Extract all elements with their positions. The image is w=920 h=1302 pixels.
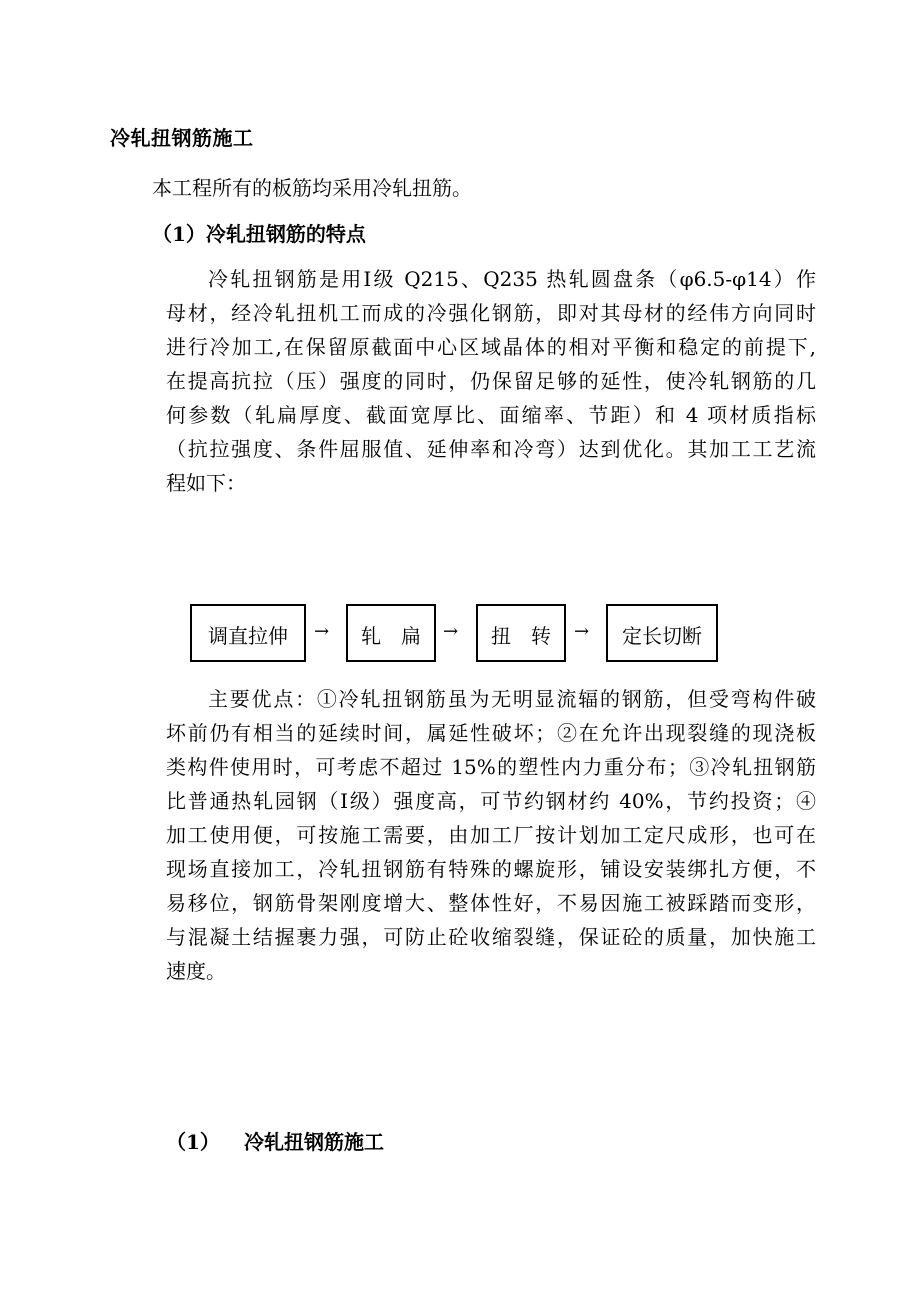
process-flow-diagram — [190, 604, 730, 664]
flow-step-cut — [606, 604, 718, 662]
paragraph-line: 母材，经冷轧扭机工而成的冷强化钢筋，即对其母材的经伟方向同时 — [166, 301, 816, 325]
subheading-text: 冷轧扭钢筋施工 — [244, 1130, 384, 1154]
flow-step-straighten — [190, 604, 306, 662]
flow-step-label: 扭 转 — [491, 624, 551, 648]
paragraph-line: 速度。 — [166, 959, 226, 983]
flow-arrow-icon: → — [314, 621, 330, 642]
paragraph-line: 易移位，钢筋骨架刚度增大、整体性好，不易因施工被踩踏而变形， — [166, 891, 816, 915]
subheading-features: （1）冷轧扭钢筋的特点 — [152, 222, 366, 246]
paragraph-line: 进行冷加工,在保留原截面中心区域晶体的相对平衡和稳定的前提下, — [166, 335, 816, 359]
flow-step-label: 定长切断 — [622, 624, 702, 648]
paragraph-line: 比普通热轧园钢（Ⅰ级）强度高，可节约钢材约 40%，节约投资；④ — [166, 789, 816, 813]
section-heading: 冷轧扭钢筋施工 — [110, 126, 254, 150]
paragraph-line: 坏前仍有相当的延续时间，属延性破坏；②在允许出现裂缝的现浇板 — [166, 721, 816, 745]
paragraph-line: 加工使用便，可按施工需要，由加工厂按计划加工定尺成形，也可在 — [166, 823, 816, 847]
flow-arrow-icon: → — [574, 621, 590, 642]
subheading-number: （1） — [166, 1130, 220, 1154]
paragraph-line: 冷轧扭钢筋是用Ⅰ级 Q215、Q235 热轧圆盘条（φ6.5-φ14）作 — [208, 267, 816, 291]
paragraph-line: 与混凝土结握裹力强，可防止砼收缩裂缝，保证砼的质量，加快施工 — [166, 925, 816, 949]
paragraph-line: 类构件使用时，可考虑不超过 15%的塑性内力重分布；③冷轧扭钢筋 — [166, 755, 816, 779]
advantages-paragraph — [166, 682, 816, 988]
intro-paragraph: 本工程所有的板筋均采用冷轧扭筋。 — [152, 176, 472, 200]
flow-step-twist — [476, 604, 566, 662]
features-paragraph — [166, 262, 816, 500]
paragraph-line: 主要优点：①冷轧扭钢筋虽为无明显流辐的钢筋，但受弯构件破 — [208, 687, 816, 711]
flow-step-label: 轧 扁 — [361, 624, 421, 648]
flow-step-flatten — [346, 604, 436, 662]
flow-arrow-icon: → — [443, 621, 459, 642]
paragraph-line: （抗拉强度、条件屈服值、延伸率和冷弯）达到优化。其加工工艺流 — [166, 437, 816, 461]
paragraph-line: 程如下： — [166, 471, 246, 495]
paragraph-line: 在提高抗拉（压）强度的同时，仍保留足够的延性，使冷轧钢筋的几 — [166, 369, 816, 393]
flow-step-label: 调直拉伸 — [208, 624, 288, 648]
paragraph-line: 现场直接加工，冷轧扭钢筋有特殊的螺旋形，铺设安装绑扎方便，不 — [166, 857, 816, 881]
paragraph-line: 何参数（轧扁厚度、截面宽厚比、面缩率、节距）和 4 项材质指标 — [166, 403, 816, 427]
subheading-construction — [166, 1126, 384, 1155]
